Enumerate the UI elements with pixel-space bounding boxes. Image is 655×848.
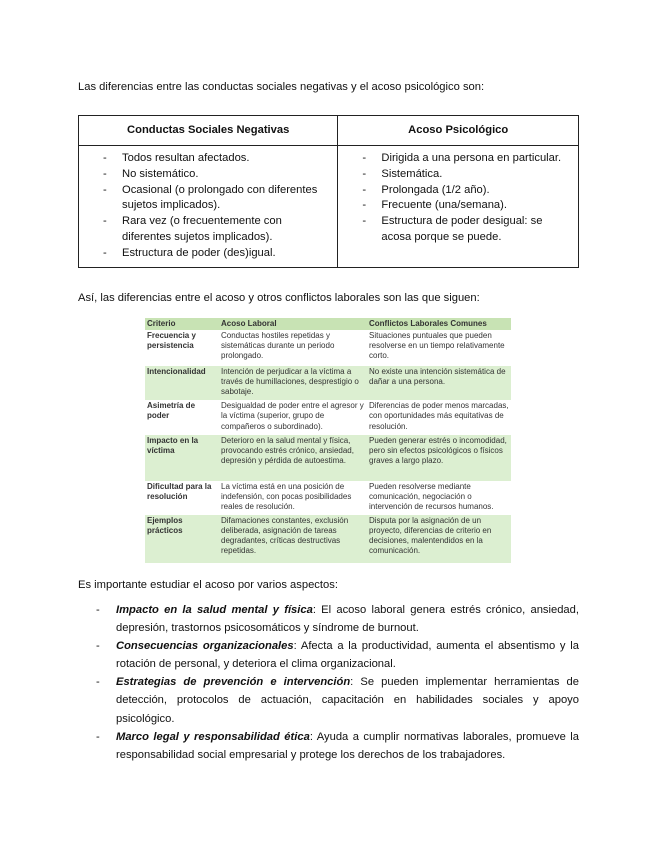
table-cell: Desigualdad de poder entre el agresor y la víctima (superior, grupo de compañeros o subordinado). [221,401,364,431]
list-item: - Dirigida a una persona en particular. [356,151,572,167]
comparison-table [78,115,579,268]
table-cell: Disputa por la asignación de un proyecto, diferencias de criterio en decisiones, malentendidos en la comunicación. [367,515,511,563]
table-cell: Situaciones puntuales que pueden resolverse en un tiempo relativamente corto. [369,331,505,361]
aspect-title: Consecuencias organizacionales [116,640,294,653]
criteria-header: Conflictos Laborales Comunes [367,318,511,330]
criteria-table [145,318,511,563]
aspect-text: : El acoso laboral genera estrés crónico, ansiedad, depresión, trastornos psicosomáticos y síndrome de burnout. [116,604,579,635]
list-item: - Estructura de poder desigual: se acosa porque se puede. [356,214,572,246]
table-cell: Intencionalidad [145,366,219,400]
table-cell: Diferencias de poder menos marcadas, con oportunidades más equitativas de resolución. [369,401,509,431]
aspects-list [78,601,579,764]
table-cell: La víctima está en una posición de indefensión, con pocas posibilidades reales de resolución. [221,481,352,511]
table-row [145,435,511,481]
intro-paragraph: Las diferencias entre las conductas sociales negativas y el acoso psicológico son: [78,81,485,93]
comparison-header-right: Acoso Psicológico [338,116,579,146]
list-item [78,637,579,673]
table-cell: Asimetría de poder [147,401,196,421]
table-row [145,481,511,515]
table-cell: Pueden resolverse mediante comunicación, negociación o intervención de recursos humanos. [369,481,494,511]
list-item: - No sistemático. [97,167,331,183]
list-item [78,673,579,727]
table-row [145,366,511,400]
list-item: - Sistemática. [356,167,572,183]
table-row [145,330,511,366]
table-row [145,515,511,563]
table-cell: Impacto en la víctima [145,435,219,481]
negative-conduct-list [97,151,331,262]
aspect-text: : Ayuda a cumplir normativas laborales, promueve la responsabilidad social empresarial y protege los derechos de los trabajadores. [116,730,579,761]
list-item: - Rara vez (o frecuentemente con diferentes sujetos implicados). [97,214,331,246]
list-item [78,728,579,764]
list-item [78,601,579,637]
table-cell: No existe una intención sistemática de dañar a una persona. [367,366,511,400]
list-item: - Estructura de poder (des)igual. [97,246,331,262]
aspect-title: Estrategias de prevención e intervención [116,676,351,689]
list-item: - Frecuente (una/semana). [356,198,572,214]
aspect-text: : Se pueden implementar herramientas de detección, protocolos de actuación, capacitación en habilidades sociales y apoyo psicológico. [116,676,580,725]
comparison-cell-left [79,146,338,268]
criteria-header: Criterio [145,318,219,330]
table-cell: Deterioro en la salud mental y física, provocando estrés crónico, ansiedad, depresión y pérdida de autoestima. [219,435,367,481]
third-intro-paragraph: Es importante estudiar el acoso por varios aspectos: [78,579,338,591]
list-item: - Todos resultan afectados. [97,151,331,167]
list-item: - Prolongada (1/2 año). [356,183,572,199]
table-cell: Difamaciones constantes, exclusión deliberada, asignación de tareas degradantes, críticas destructivas repetidas. [219,515,367,563]
comparison-cell-right [338,146,579,268]
harassment-list [356,151,572,246]
aspect-title: Impacto en la salud mental y física [116,604,313,616]
aspect-title: Marco legal y responsabilidad ética [116,730,310,743]
comparison-header-left: Conductas Sociales Negativas [79,116,338,146]
table-cell: Intención de perjudicar a la víctima a través de humillaciones, desprestigio o sabotaje. [219,366,367,400]
table-cell: Frecuencia y persistencia [147,331,196,351]
table-row [145,400,511,434]
table-cell: Conductas hostiles repetidas y sistemáticas durante un periodo prolongado. [221,331,335,361]
list-item: - Ocasional (o prolongado con diferentes sujetos implicados). [97,183,331,215]
table-cell: Dificultad para la resolución [147,481,212,501]
second-intro-paragraph: Así, las diferencias entre el acoso y otros conflictos laborales son las que siguen: [78,292,480,304]
criteria-header: Acoso Laboral [219,318,367,330]
criteria-table-image [145,318,511,564]
table-cell: Ejemplos prácticos [145,515,219,563]
table-cell: Pueden generar estrés o incomodidad, pero sin efectos psicológicos o físicos graves a largo plazo. [367,435,511,481]
aspect-text: : Afecta a la productividad, aumenta el absentismo y la rotación de personal, y deteriora el clima organizacional. [116,640,579,671]
